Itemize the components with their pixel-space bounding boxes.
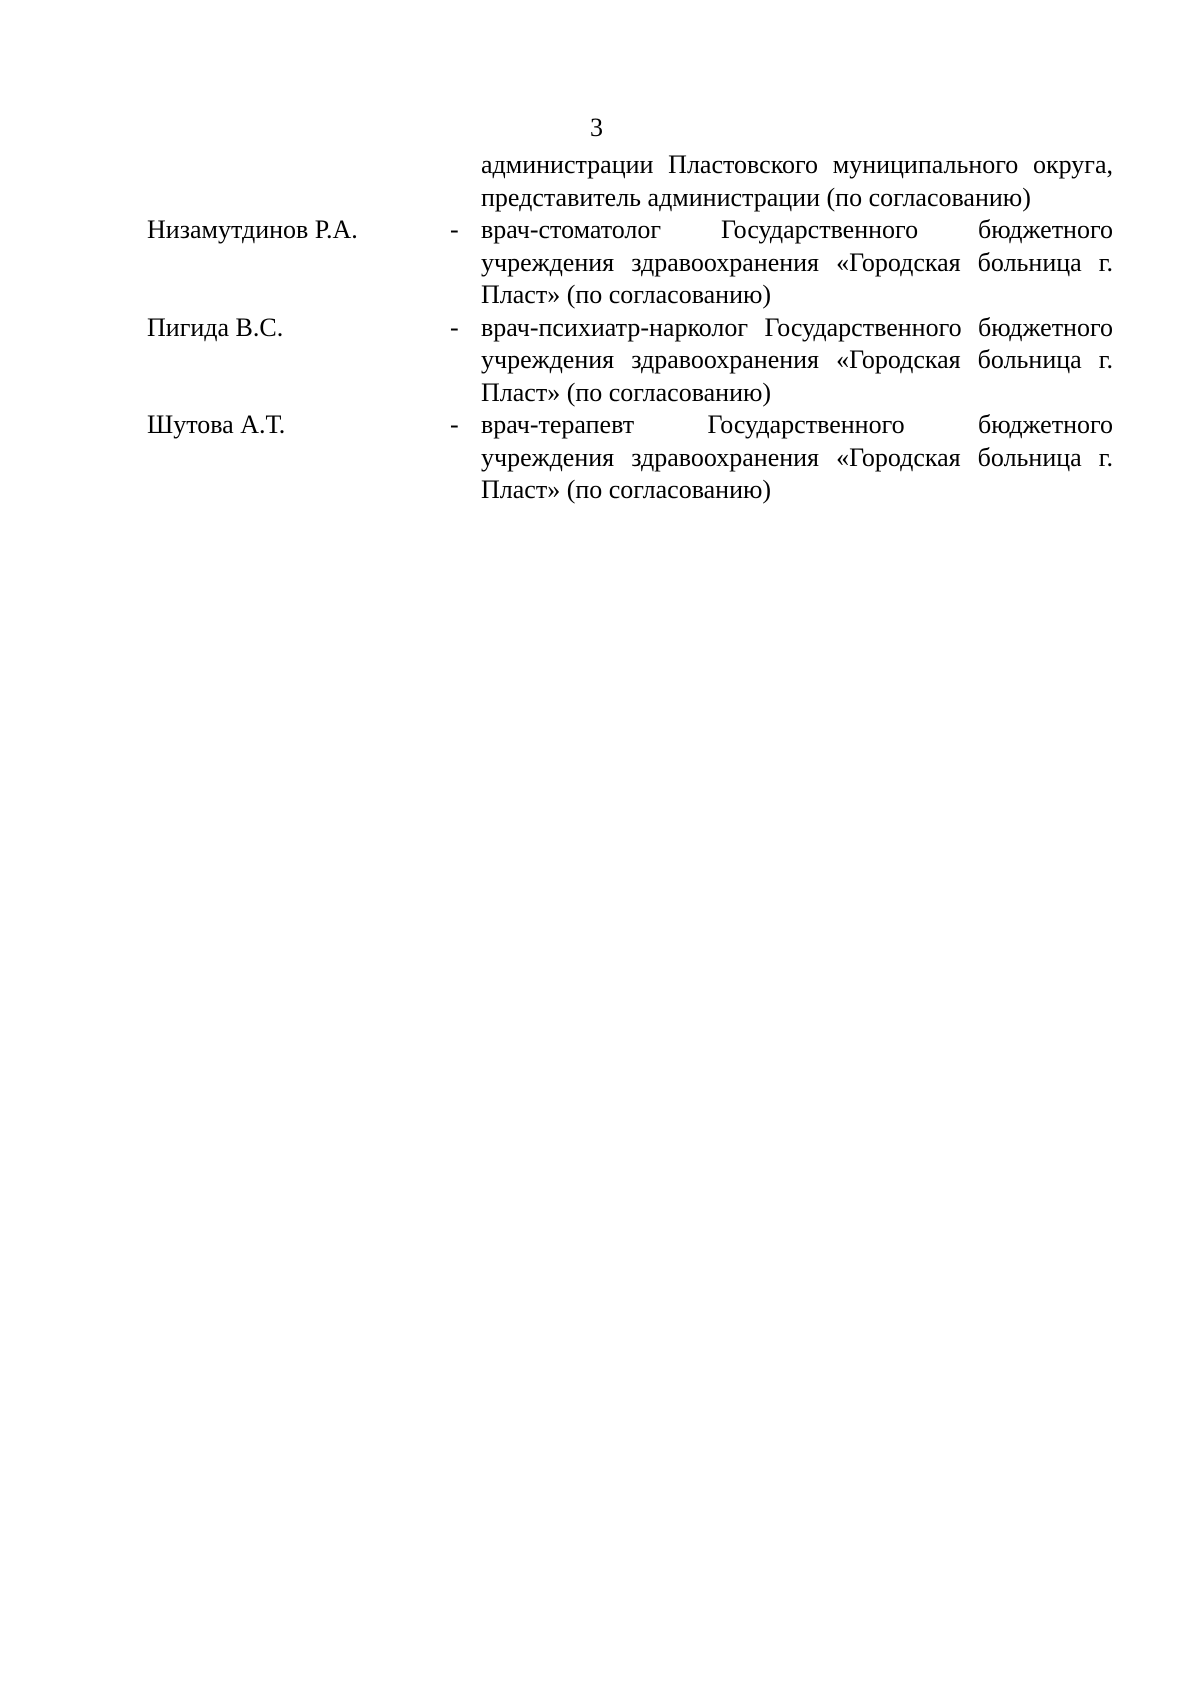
member-role: администрации Пластовского муниципального округа, представитель администрации (по согласованию) (481, 150, 1113, 212)
member-role: врач-психиатр-нарколог Государственного бюджетного учреждения здравоохранения «Городская больница г. Пласт» (по согласованию) (481, 312, 1113, 407)
page-number: 3 (590, 113, 603, 142)
commission-roster (147, 149, 1117, 507)
member-role: врач-терапевт Государственного бюджетного учреждения здравоохранения «Городская больница г. Пласт» (по согласованию) (481, 410, 1113, 504)
member-dash: - (450, 410, 459, 439)
member-name: Низамутдинов Р.А. (147, 215, 358, 244)
member-entry-shutova (147, 409, 1117, 507)
member-entry-pigida (147, 312, 1117, 410)
member-dash: - (450, 312, 459, 342)
member-name: Шутова А.Т. (147, 410, 286, 439)
member-dash: - (450, 215, 459, 244)
member-entry-nizamutdinov (147, 214, 1117, 312)
member-role: врач-стоматолог Государственного бюджетного учреждения здравоохранения «Городская больница г. Пласт» (по согласованию) (481, 215, 1113, 309)
member-name: Пигида В.С. (147, 312, 284, 342)
continuation-entry (147, 149, 1117, 214)
